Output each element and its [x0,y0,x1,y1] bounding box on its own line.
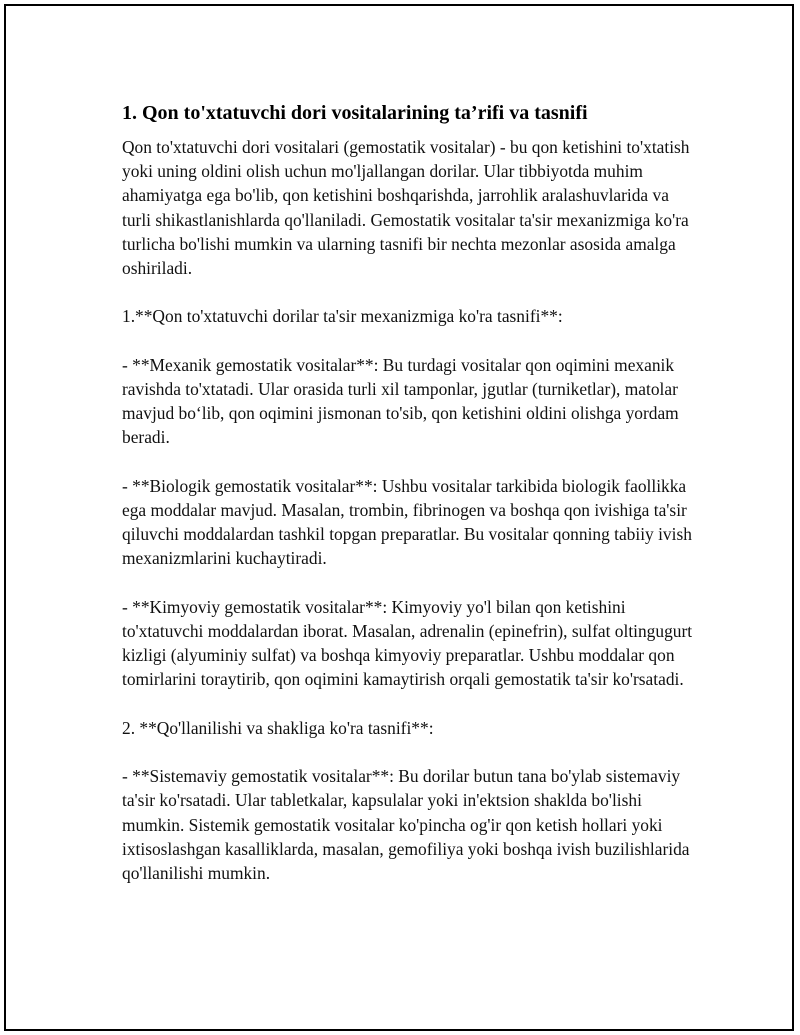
page-frame [4,4,794,1031]
paragraph-spacer [122,571,702,595]
paragraph-spacer [122,450,702,474]
list-item-systemic: - **Sistemaviy gemostatik vositalar**: Bu dorilar butun tana bo'ylab sistemaviy ta'sir ko'rsatadi. Ular tabletkalar, kapsulalar yoki in'ektsion shaklda bo'lishi mumkin. Sistemik gemostatik vositalar ko'pincha og'ir qon ketish hollari yoki ixtisoslashgan kasalliklarda, masalan, gemofiliya yoki boshqa ivish buzilishlarida qo'llanilishi mumkin. [122,766,690,883]
document-title: 1. Qon to'xtatuvchi dori vositalarining ta’rifi va tasnifi [122,102,588,124]
section-heading-mechanism: 1.**Qon to'xtatuvchi dorilar ta'sir mexanizmiga ko'ra tasnifi**: [122,306,563,327]
paragraph-spacer [122,740,702,764]
page-content [122,100,702,885]
list-item-mechanical: - **Mexanik gemostatik vositalar**: Bu turdagi vositalar qon oqimini mexanik ravishda to'xtatadi. Ular orasida turli xil tamponlar, jgutlar (turniketlar), matolar mavjud bo‘lib, qon oqimini jismonan to'sib, qon ketishini oldini olishga yordam beradi. [122,354,679,448]
list-item-chemical: - **Kimyoviy gemostatik vositalar**: Kimyoviy yo'l bilan qon ketishini to'xtatuvchi moddalardan iborat. Masalan, adrenalin (epinefrin), sulfat oltingugurt kizligi (alyuminiy sulfat) va boshqa kimyoviy preparatlar. Ushbu moddalar qon tomirlarini toraytirib, qon oqimini kamaytirish orqali gemostatik ta'sir ko'rsatadi. [122,596,693,690]
list-item-biological: - **Biologik gemostatik vositalar**: Ushbu vositalar tarkibida biologik faollikka ega moddalar mavjud. Masalan, trombin, fibrinogen va boshqa qon ivishiga ta'sir qiluvchi moddalardan tashkil topgan preparatlar. Bu vositalar qonning tabiiy ivish mexanizmlarini kuchaytiradi. [122,475,692,569]
paragraph-spacer [122,280,702,304]
intro-paragraph: Qon to'xtatuvchi dori vositalari (gemostatik vositalar) - bu qon ketishini to'xtatish yoki uning oldini olish uchun mo'ljallangan dorilar. Ular tibbiyotda muhim ahamiyatga ega bo'lib, qon ketishini boshqarishda, jarrohlik aralashuvlarida va turli shikastlanishlarda qo'llaniladi. Gemostatik vositalar ta'sir mexanizmiga ko'ra turlicha bo'lishi mumkin va ularning tasnifi bir nechta mezonlar asosida amalga oshiriladi. [122,137,690,279]
paragraph-spacer [122,329,702,353]
paragraph-spacer [122,692,702,716]
section-heading-usage: 2. **Qo'llanilishi va shakliga ko'ra tasnifi**: [122,717,434,738]
